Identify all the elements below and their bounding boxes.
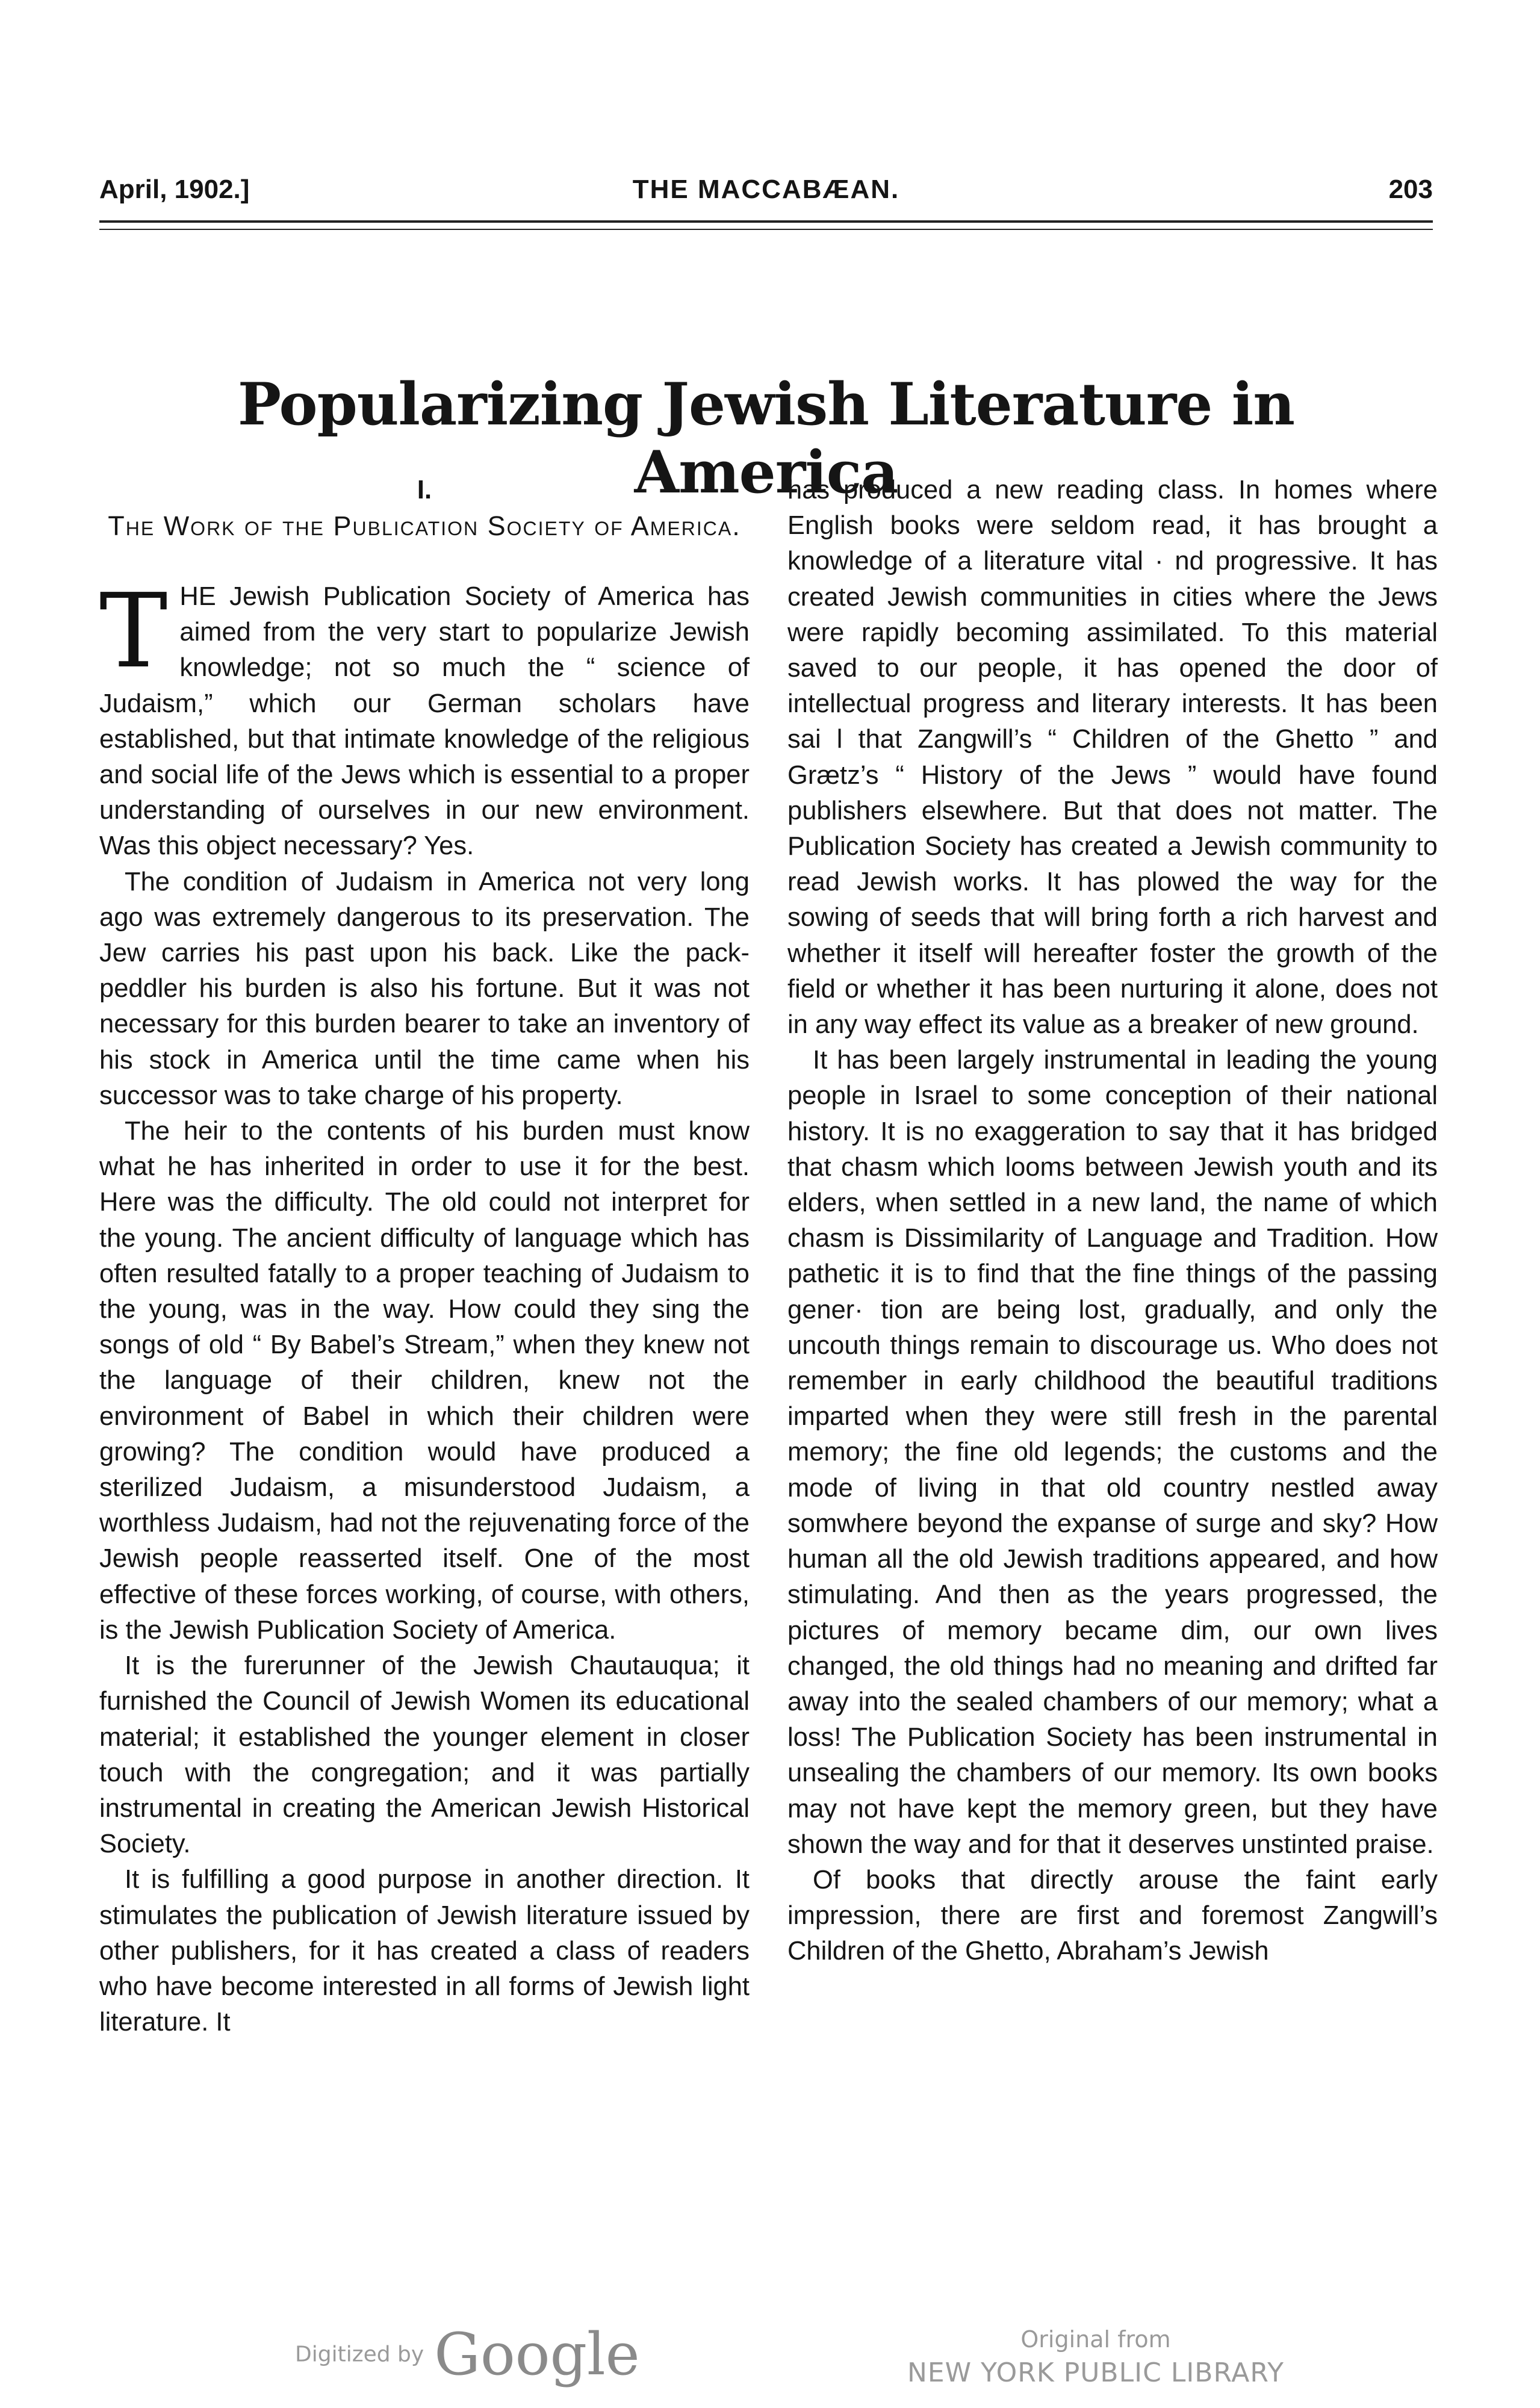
original-from-label: Original from bbox=[1020, 2326, 1171, 2353]
opening-paragraph-text: HE Jewish Publication Society of America has aimed from the very start to popularize Jewish knowledge; not so much the “ science of Judaism,” which our German scholars have established, but that intimate knowledge of the religious and social life of the Jews which is essential to a proper understanding of ourselves in our new environment. Was this object necessary? Yes. bbox=[99, 582, 750, 861]
paragraph: It has been largely instrumental in leading the young people in Israel to some conception of their national history. It is no exaggeration to say that it has bridged that chasm which looms between Jewish youth and its elders, when settled in a new land, the name of which chasm is Dissimilarity of Language and Tradition. How pathetic it is to find that the fine things of the passing gener· tion are being lost, gradually, and only the uncouth things remain to discourage us. Who does not remember in early childhood the beautiful traditions imparted when they were still fresh in the parental memory; the fine old legends; the customs and the mode of living in that old country nestled away somwhere beyond the expanse of surge and sky? How human all the old Jewish traditions appeared, and how stimulating. And then as the years progressed, the pictures of memory became dim, our own lives changed, the old things had no meaning and drifted far away into the sealed chambers of our memory; what a loss! The Publication Society has been instrumental in unsealing the chambers of our memory. Its own books may not have kept the memory green, but they have shown the way and for that it deserves unstinted praise. bbox=[787, 1046, 1438, 1859]
running-head bbox=[99, 175, 1433, 212]
issue-date: April, 1902.] bbox=[99, 175, 250, 204]
paragraph: The heir to the contents of his burden must know what he has inherited in order to use it for the best. Here was the difficulty. The old could not interpret for the young. The ancient difficulty of language which has often resulted fatally to a proper teaching of Judaism to the young, was in the way. How could they sing the songs of old “ By Babel’s Stream,” when they knew not the language of their children, knew not the environment of Babel in which their children were growing? The condition would have produced a sterilized Judaism, a misunderstood Judaism, a worthless Judaism, had not the rejuvenating force of the Jewish people reasserted itself. One of the most effective of these forces working, of course, with others, is the Jewish Publication Society of America. bbox=[99, 1117, 750, 1645]
source-watermark bbox=[825, 2324, 1367, 2391]
page-number: 203 bbox=[1388, 175, 1433, 204]
library-name: NEW YORK PUBLIC LIBRARY bbox=[907, 2357, 1285, 2388]
google-logo: Google bbox=[434, 2321, 640, 2388]
left-column bbox=[99, 473, 750, 2218]
digitized-by-watermark bbox=[295, 2321, 640, 2387]
continued-paragraph: has produced a new reading class. In homes where English books were seldom read, it has brought a knowledge of a literature vital · nd progressive. It has created Jewish communities in cities where the Jews were rapidly becoming assimilated. To this material saved to our people, it has opened the door of intellectual progress and literary interests. It has been sai l that Zangwill’s “ Children of the Ghetto ” and Grætz’s “ History of the Jews ” would have found publishers elsewhere. But that does not matter. The Publication Society has created a Jewish community to read Jewish works. It has plowed the way for the sowing of seeds that will bring forth a rich harvest and whether it itself will hereafter foster the growth of the field or whether it has been nurturing it alone, does not in any way effect its value as a breaker of new ground. bbox=[787, 476, 1438, 1040]
paragraph: The condition of Judaism in America not very long ago was extremely dangerous to its preservation. The Jew carries his past upon his back. Like the pack-peddler his burden is also his fortune. But it was not necessary for this burden bearer to take an inventory of his stock in America until the time came when his successor was to take charge of his property. bbox=[99, 867, 750, 1110]
journal-name: THE MACCABÆAN. bbox=[632, 175, 900, 204]
header-rule-thick bbox=[99, 220, 1433, 223]
paragraph: It is the furerunner of the Jewish Chautauqua; it furnished the Council of Jewish Women its educational material; it established the younger element in closer touch with the congregation; and it was partially instrumental in creating the American Jewish Historical Society. bbox=[99, 1651, 750, 1859]
paragraph: It is fulfilling a good purpose in another direction. It stimulates the publication of Jewish literature issued by other publishers, for it has created a class of readers who have become interested in all forms of Jewish light literature. It bbox=[99, 1865, 750, 2037]
paragraph: Of books that directly arouse the faint early impression, there are first and foremost Zangwill’s Children of the Ghetto, Abraham’s Jewish bbox=[787, 1865, 1438, 1966]
section-heading: The Work of the Publication Society of America. bbox=[108, 510, 741, 541]
article-title: Popularizing Jewish Literature in America bbox=[237, 370, 1295, 506]
right-column bbox=[787, 473, 1438, 2218]
header-rule-thin bbox=[99, 229, 1433, 230]
opening-paragraph bbox=[99, 572, 750, 864]
section-number: I. bbox=[417, 476, 432, 504]
drop-cap: T bbox=[99, 572, 168, 691]
digitized-by-label: Digitized by bbox=[295, 2342, 424, 2367]
